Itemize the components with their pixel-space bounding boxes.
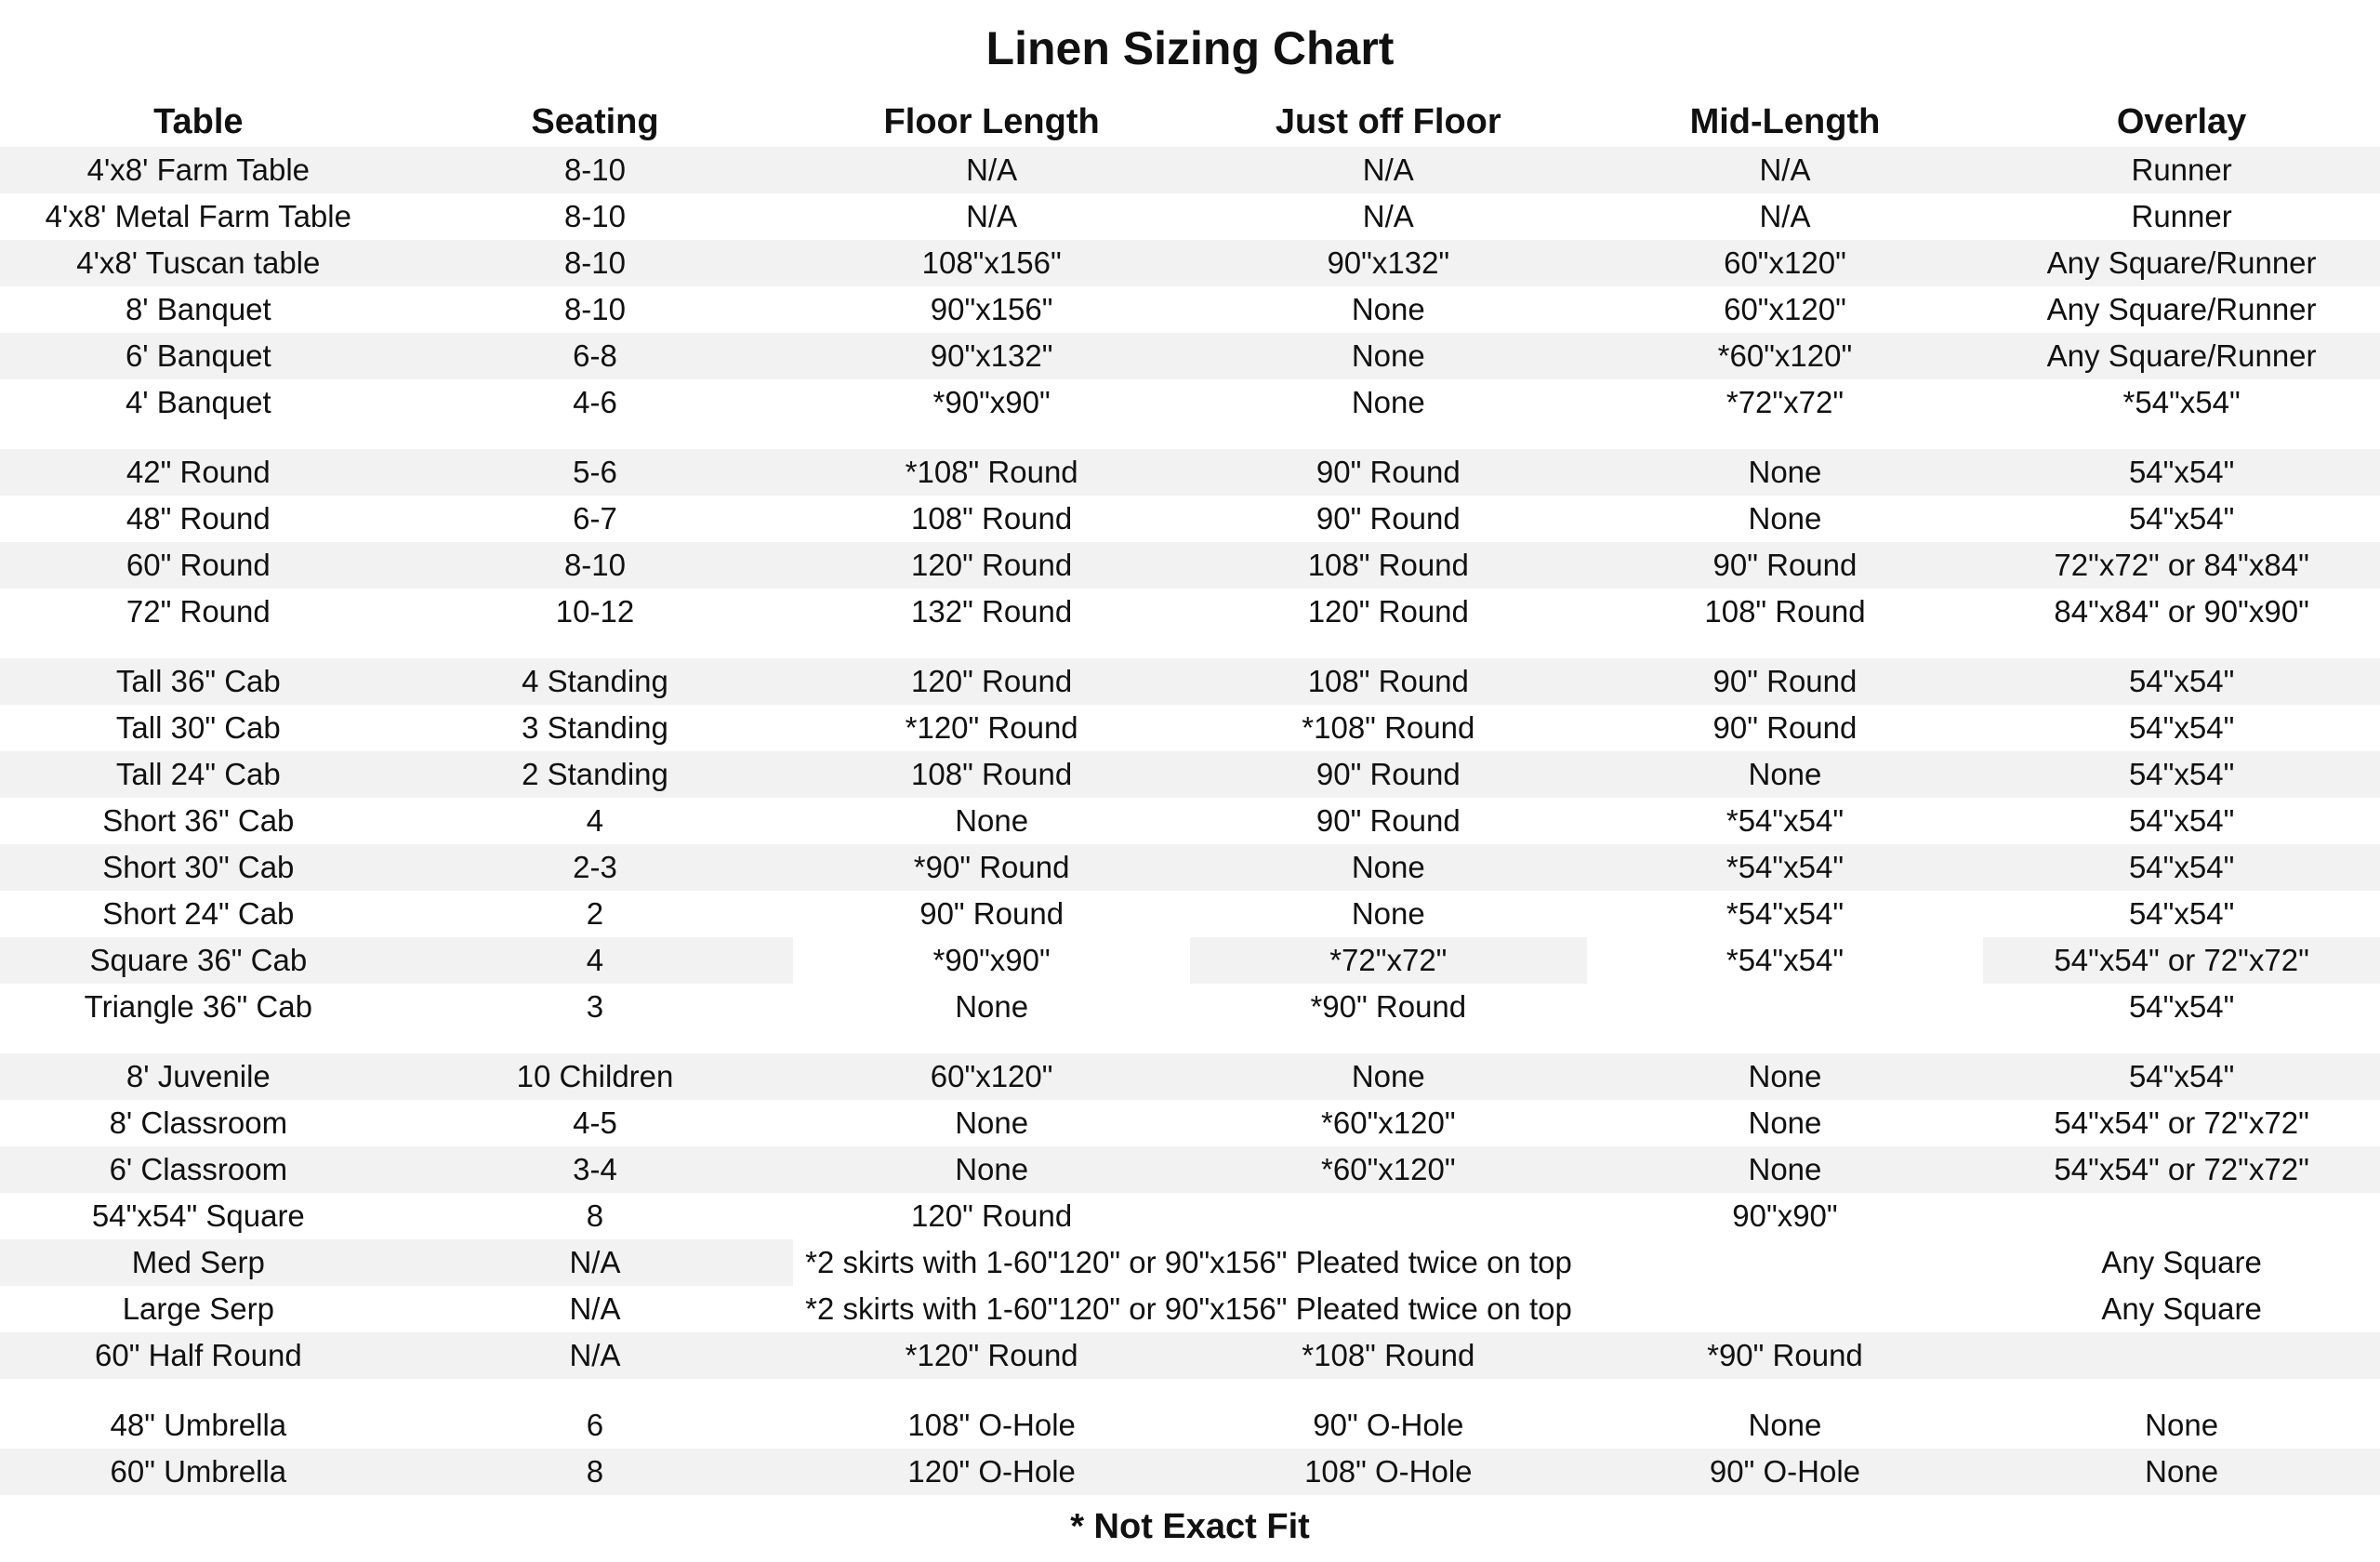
table-cell: 108" Round xyxy=(911,501,1073,536)
table-row xyxy=(0,1332,2380,1379)
table-cell: 54"x54" xyxy=(2128,989,2235,1024)
table-cell: 84"x84" or 90"x90" xyxy=(2054,594,2309,629)
table-cell: 4'x8' Tuscan table xyxy=(76,245,321,280)
table-cell: 120" Round xyxy=(911,548,1073,582)
table-cell: None xyxy=(955,1152,1029,1186)
table-cell: 90" Round xyxy=(919,896,1064,931)
table-cell: None xyxy=(955,803,1029,838)
table-cell xyxy=(1587,984,1984,1030)
table-cell: *120" Round xyxy=(905,710,1078,745)
table-cell: Large Serp xyxy=(122,1291,274,1326)
table-row xyxy=(0,751,2380,798)
table-cell: 8-10 xyxy=(563,199,627,233)
table-row xyxy=(0,705,2380,751)
table-cell: 8' Juvenile xyxy=(126,1059,271,1093)
table-cell: Any Square xyxy=(1983,1239,2380,1286)
table-cell: 2 Standing xyxy=(522,757,668,791)
table-row xyxy=(0,449,2380,496)
table-cell: 108" Round xyxy=(1704,594,1866,629)
table-cell: 54"x54" xyxy=(2128,896,2235,931)
table-cell: 60" Round xyxy=(126,548,271,582)
table-cell: *108" Round xyxy=(905,455,1078,489)
table-cell: 4 xyxy=(586,803,604,838)
table-cell: 108" O-Hole xyxy=(907,1408,1076,1442)
table-cell: *90" Round xyxy=(1310,989,1467,1024)
table-row xyxy=(0,1239,2380,1286)
table-cell: *54"x54" xyxy=(1726,803,1844,838)
page-title: Linen Sizing Chart xyxy=(985,22,1395,74)
table-cell: None xyxy=(2145,1454,2219,1489)
table-cell: 4 xyxy=(586,943,604,977)
table-row xyxy=(0,240,2380,286)
table-row xyxy=(0,286,2380,333)
table-row xyxy=(0,798,2380,844)
table-cell: N/A xyxy=(1759,152,1811,187)
table-cell xyxy=(1983,1193,2380,1239)
table-cell: None xyxy=(1351,385,1425,419)
column-header-seating: Seating xyxy=(531,102,659,141)
table-cell: None xyxy=(1748,1105,1822,1140)
table-cell xyxy=(1587,1239,1984,1286)
table-cell: *60"x120" xyxy=(1717,338,1853,373)
table-cell: 10-12 xyxy=(555,594,635,629)
table-cell: Short 24" Cab xyxy=(102,896,295,931)
table-cell: *108" Round xyxy=(1302,710,1475,745)
table-cell: 120" O-Hole xyxy=(907,1454,1076,1489)
table-cell: Tall 36" Cab xyxy=(115,664,281,698)
table-row xyxy=(0,542,2380,589)
table-cell: 8-10 xyxy=(563,152,627,187)
table-cell: *54"x54" xyxy=(2122,385,2241,419)
table-cell: 60"x120" xyxy=(930,1059,1053,1093)
table-cell: Triangle 36" Cab xyxy=(84,989,312,1024)
table-cell: None xyxy=(1748,501,1822,536)
table-cell: 90" Round xyxy=(1712,710,1858,745)
table-cell: 10 Children xyxy=(516,1059,674,1093)
table-cell: N/A xyxy=(1362,199,1414,233)
table-cell: 120" Round xyxy=(911,1198,1073,1233)
table-cell: 54"x54" or 72"x72" xyxy=(2054,1105,2309,1140)
table-cell: *90" Round xyxy=(1707,1338,1863,1372)
table-cell: 42" Round xyxy=(126,455,271,489)
table-cell: 8-10 xyxy=(563,292,627,326)
column-header-just-off-floor: Just off Floor xyxy=(1275,102,1501,141)
table-cell: *108" Round xyxy=(1302,1338,1475,1372)
table-cell: 54"x54" or 72"x72" xyxy=(2054,1152,2309,1186)
table-row xyxy=(0,1449,2380,1495)
table-cell: 6' Classroom xyxy=(109,1152,288,1186)
table-cell: 6 xyxy=(586,1408,604,1442)
table-cell: 60"x120" xyxy=(1724,245,1846,280)
table-cell: None xyxy=(1351,850,1425,884)
table-cell: *90"x90" xyxy=(793,937,1190,984)
table-row xyxy=(0,1286,2380,1332)
table-row xyxy=(0,1402,2380,1449)
table-row xyxy=(0,984,2380,1030)
table-cell: N/A xyxy=(569,1338,621,1372)
table-cell xyxy=(1983,1332,2380,1379)
table-cell: 54"x54" xyxy=(2128,501,2235,536)
table-cell: 8-10 xyxy=(563,245,627,280)
table-row xyxy=(0,193,2380,240)
table-body xyxy=(0,147,2380,1495)
table-cell: None xyxy=(1748,757,1822,791)
table-row xyxy=(0,379,2380,426)
table-cell: 4' Banquet xyxy=(125,385,271,419)
table-row xyxy=(0,1100,2380,1146)
table-row xyxy=(0,333,2380,379)
table-cell: 90"x156" xyxy=(930,292,1053,326)
table-cell: 3 xyxy=(586,989,604,1024)
table-cell: None xyxy=(1748,1408,1822,1442)
table-cell: *120" Round xyxy=(905,1338,1078,1372)
table-cell: 90" Round xyxy=(1316,803,1461,838)
table-cell: 90" Round xyxy=(1316,501,1461,536)
table-cell: 54"x54" Square xyxy=(91,1198,305,1233)
table-cell: *54"x54" xyxy=(1587,937,1984,984)
table-cell: Any Square/Runner xyxy=(2046,292,2317,326)
table-cell: 2-3 xyxy=(573,850,617,884)
table-cell: 6' Banquet xyxy=(125,338,271,373)
table-cell: 108" Round xyxy=(1307,664,1469,698)
table-cell: *54"x54" xyxy=(1726,896,1844,931)
table-cell: 60" Umbrella xyxy=(110,1454,287,1489)
table-cell: 90" Round xyxy=(1712,548,1858,582)
table-cell: 4'x8' Metal Farm Table xyxy=(45,199,351,233)
table-cell: Med Serp xyxy=(131,1245,265,1279)
table-cell xyxy=(1190,1193,1587,1239)
table-cell: 90"x132" xyxy=(1327,245,1450,280)
table-cell: 132" Round xyxy=(911,594,1073,629)
table-cell: 90"x90" xyxy=(1732,1198,1838,1233)
table-cell: 108" Round xyxy=(911,757,1073,791)
column-header-table: Table xyxy=(153,102,244,141)
table-cell: Tall 30" Cab xyxy=(115,710,281,745)
table-cell: 54"x54" xyxy=(2128,455,2235,489)
table-row xyxy=(0,1053,2380,1100)
table-row xyxy=(0,147,2380,193)
table-row xyxy=(0,844,2380,891)
table-cell: 54"x54" xyxy=(2128,1059,2235,1093)
table-cell: Any Square xyxy=(1983,1286,2380,1332)
merged-cell-note: *2 skirts with 1-60"120" or 90"x156" Pleated twice on top xyxy=(805,1291,1572,1326)
table-cell: 54"x54" or 72"x72" xyxy=(2054,943,2309,977)
merged-cell-note: *2 skirts with 1-60"120" or 90"x156" Pleated twice on top xyxy=(805,1245,1572,1279)
table-cell: 4'x8' Farm Table xyxy=(86,152,311,187)
table-cell: None xyxy=(1748,455,1822,489)
table-cell: 54"x54" xyxy=(2128,850,2235,884)
table-cell: 72"x72" or 84"x84" xyxy=(2054,548,2309,582)
table-cell: Runner xyxy=(2131,199,2232,233)
table-cell: 90" Round xyxy=(1316,757,1461,791)
table-cell: *90" Round xyxy=(913,850,1070,884)
table-cell: 90" Round xyxy=(1712,664,1858,698)
table-row xyxy=(0,1193,2380,1239)
table-cell: 60" Half Round xyxy=(94,1338,302,1372)
table-cell: *60"x120" xyxy=(1321,1105,1456,1140)
table-cell: N/A xyxy=(1759,199,1811,233)
table-cell: 90" O-Hole xyxy=(1313,1408,1464,1442)
column-header-overlay: Overlay xyxy=(2116,102,2247,141)
table-cell: 108"x156" xyxy=(921,245,1062,280)
table-cell: Tall 24" Cab xyxy=(115,757,281,791)
table-cell: 72" Round xyxy=(126,594,271,629)
table-cell: 4-5 xyxy=(573,1105,617,1140)
table-cell: 48" Round xyxy=(126,501,271,536)
table-cell: None xyxy=(1748,1152,1822,1186)
table-cell: 8' Classroom xyxy=(109,1105,288,1140)
table-row xyxy=(0,891,2380,937)
table-cell: 108" O-Hole xyxy=(1304,1454,1473,1489)
table-cell: Any Square/Runner xyxy=(2046,338,2317,373)
table-cell: 6-8 xyxy=(573,338,617,373)
table-cell xyxy=(1587,1286,1984,1332)
table-cell: 5-6 xyxy=(573,455,617,489)
table-cell: Short 36" Cab xyxy=(102,803,295,838)
column-header-floor-length: Floor Length xyxy=(883,102,1100,141)
table-cell: Short 30" Cab xyxy=(102,850,295,884)
column-header-mid-length: Mid-Length xyxy=(1689,102,1881,141)
table-cell: 3 Standing xyxy=(522,710,668,745)
footnote: * Not Exact Fit xyxy=(1070,1507,1310,1546)
table-cell: *90"x90" xyxy=(932,385,1051,419)
table-cell: *72"x72" xyxy=(1726,385,1844,419)
table-cell: 3-4 xyxy=(573,1152,617,1186)
table-cell: 8' Banquet xyxy=(125,292,271,326)
table-cell: N/A xyxy=(569,1245,621,1279)
table-cell: 48" Umbrella xyxy=(110,1408,287,1442)
table-cell: *54"x54" xyxy=(1726,850,1844,884)
table-cell: 54"x54" xyxy=(2128,757,2235,791)
table-cell: *60"x120" xyxy=(1321,1152,1456,1186)
table-cell: N/A xyxy=(966,199,1018,233)
table-cell: 108" Round xyxy=(1307,548,1469,582)
table-cell: 54"x54" xyxy=(2128,803,2235,838)
table-cell: None xyxy=(1351,292,1425,326)
table-cell: 54"x54" xyxy=(2128,664,2235,698)
table-cell: None xyxy=(955,1105,1029,1140)
table-cell: 90"x132" xyxy=(930,338,1053,373)
table-cell: N/A xyxy=(966,152,1018,187)
table-row xyxy=(0,937,2380,984)
table-cell: 6-7 xyxy=(573,501,617,536)
table-cell: 8-10 xyxy=(563,548,627,582)
table-cell: 90" Round xyxy=(1316,455,1461,489)
table-cell: None xyxy=(2145,1408,2219,1442)
table-cell: 60"x120" xyxy=(1724,292,1846,326)
table-cell: N/A xyxy=(569,1291,621,1326)
table-cell: None xyxy=(1351,338,1425,373)
table-cell: 2 xyxy=(586,896,604,931)
table-cell: Square 36" Cab xyxy=(89,943,308,977)
table-row xyxy=(0,496,2380,542)
table-cell: None xyxy=(955,989,1029,1024)
table-cell: 90" O-Hole xyxy=(1709,1454,1861,1489)
table-row xyxy=(0,589,2380,635)
table-cell: 120" Round xyxy=(1307,594,1469,629)
table-cell: 8 xyxy=(586,1198,604,1233)
table-cell: 4-6 xyxy=(573,385,617,419)
table-cell: N/A xyxy=(1362,152,1414,187)
table-cell: 4 Standing xyxy=(522,664,668,698)
table-row xyxy=(0,1146,2380,1193)
table-cell: *72"x72" xyxy=(1329,943,1448,977)
table-cell: None xyxy=(1351,1059,1425,1093)
table-cell: 54"x54" xyxy=(2128,710,2235,745)
table-cell: None xyxy=(1351,896,1425,931)
table-cell: Runner xyxy=(2131,152,2232,187)
table-cell: None xyxy=(1748,1059,1822,1093)
table-cell: Any Square/Runner xyxy=(2046,245,2317,280)
table-cell: 8 xyxy=(586,1454,604,1489)
table-row xyxy=(0,658,2380,705)
table-cell: 120" Round xyxy=(911,664,1073,698)
table-header xyxy=(0,94,2380,150)
